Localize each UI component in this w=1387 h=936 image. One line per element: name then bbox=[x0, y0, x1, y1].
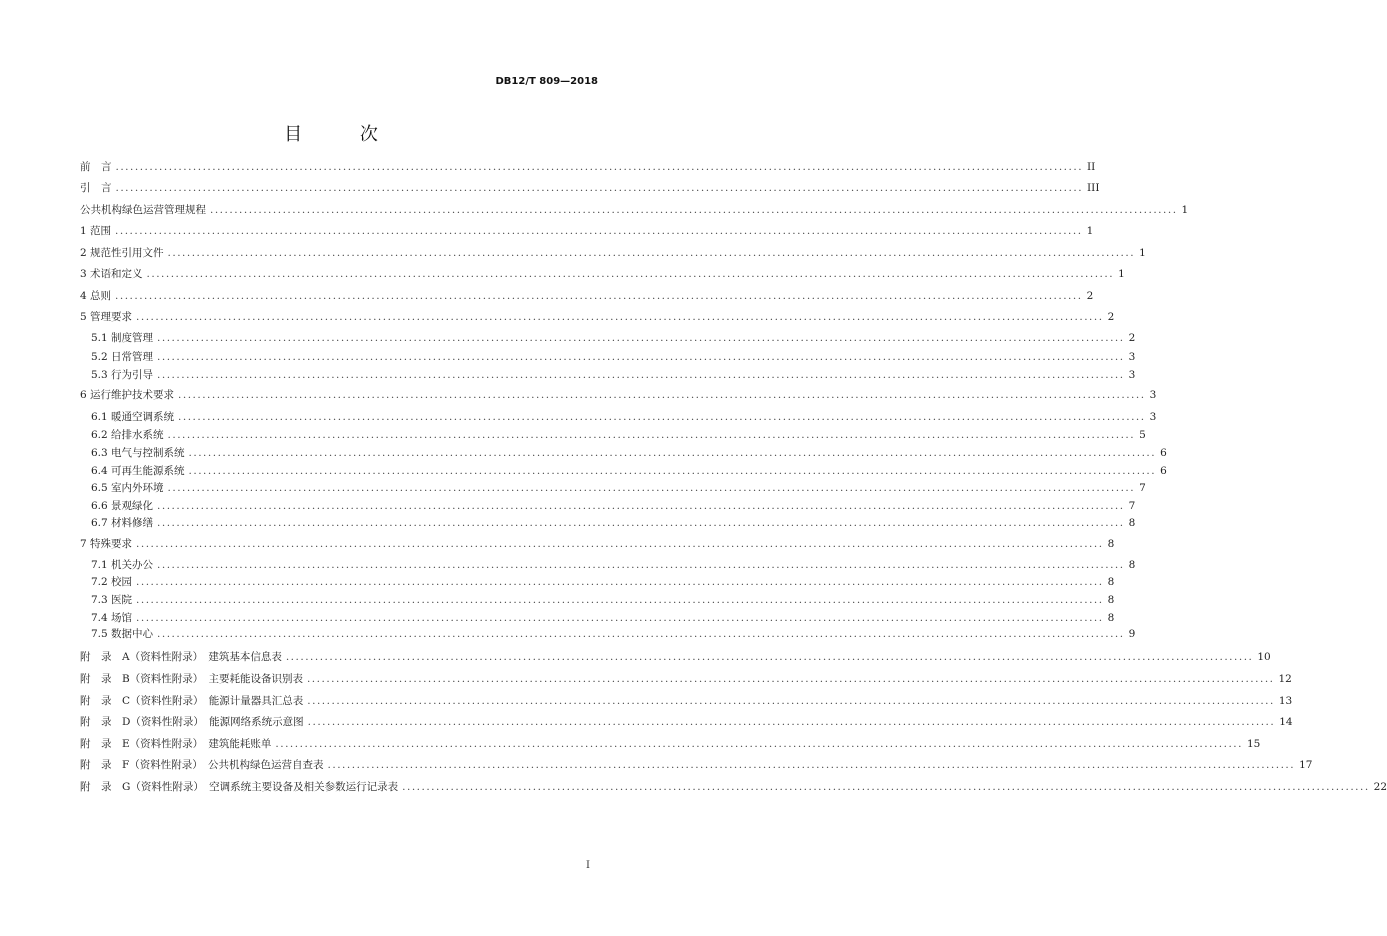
toc-title: 目 次 bbox=[284, 124, 404, 145]
toc-entry-label: 附 录 F（资料性附录） 公共机构绿色运营自查表 bbox=[80, 759, 324, 771]
toc-entry-label: 7.3 医院 bbox=[91, 594, 133, 606]
toc-leader-dots: ........................................................................................................................................................................................................ bbox=[157, 500, 1125, 512]
toc-entry-label: 2 规范性引用文件 bbox=[80, 247, 164, 259]
toc-leader-dots: ........................................................................................................................................................................................................ bbox=[167, 247, 1136, 259]
toc-entry[interactable] bbox=[80, 388, 1157, 403]
toc-entry-label: 前 言 bbox=[80, 161, 112, 173]
toc-leader-dots: ........................................................................................................................................................................................................ bbox=[136, 612, 1104, 624]
toc-entry-page: 1 bbox=[1181, 204, 1189, 216]
toc-entry-label: 7.2 校园 bbox=[91, 576, 133, 588]
toc-leader-dots: ........................................................................................................................................................................................................ bbox=[115, 225, 1083, 237]
toc-entry-page: 7 bbox=[1139, 482, 1146, 494]
toc-leader-dots: ........................................................................................................................................................................................................ bbox=[157, 351, 1125, 363]
toc-entry-page: 2 bbox=[1128, 332, 1136, 344]
toc-leader-dots: ........................................................................................................................................................................................................ bbox=[136, 594, 1104, 606]
toc-entry-page: 10 bbox=[1257, 651, 1271, 663]
toc-leader-dots: ........................................................................................................................................................................................................ bbox=[188, 447, 1157, 459]
toc-entry[interactable] bbox=[91, 516, 1136, 531]
toc-entry-label: 6.1 暖通空调系统 bbox=[91, 411, 175, 423]
toc-entry[interactable] bbox=[80, 246, 1146, 261]
toc-leader-dots: ........................................................................................................................................................................................................ bbox=[115, 182, 1084, 194]
toc-entry-page: 14 bbox=[1279, 716, 1293, 728]
toc-entry[interactable] bbox=[80, 160, 1096, 175]
toc-entry-page: 1 bbox=[1118, 268, 1125, 280]
toc-entry[interactable] bbox=[91, 593, 1115, 608]
toc-entry-label: 5 管理要求 bbox=[80, 311, 133, 323]
toc-entry[interactable] bbox=[80, 780, 1387, 795]
toc-leader-dots: ........................................................................................................................................................................................................ bbox=[210, 204, 1178, 216]
toc-entry[interactable] bbox=[80, 715, 1293, 730]
toc-leader-dots: ........................................................................................................................................................................................................ bbox=[157, 517, 1125, 529]
toc-entry-label: 附 录 A（资料性附录） 建筑基本信息表 bbox=[80, 651, 282, 663]
toc-entry[interactable] bbox=[80, 203, 1189, 218]
toc-entry[interactable] bbox=[80, 310, 1115, 325]
toc-entry-page: 1 bbox=[1139, 247, 1146, 259]
toc-entry[interactable] bbox=[91, 481, 1146, 496]
toc-entry-page: 8 bbox=[1107, 612, 1115, 624]
toc-leader-dots: ........................................................................................................................................................................................................ bbox=[188, 465, 1157, 477]
toc-entry-page: 2 bbox=[1086, 290, 1094, 302]
toc-entry-label: 3 术语和定义 bbox=[80, 268, 143, 280]
page-number: I bbox=[586, 860, 590, 871]
toc-entry-page: 12 bbox=[1278, 673, 1292, 685]
toc-entry[interactable] bbox=[80, 672, 1292, 687]
toc-leader-dots: ........................................................................................................................................................................................................ bbox=[115, 161, 1084, 173]
toc-entry[interactable] bbox=[80, 758, 1313, 773]
toc-entry-label: 附 录 C（资料性附录） 能源计量器具汇总表 bbox=[80, 695, 304, 707]
toc-entry-page: III bbox=[1087, 182, 1100, 194]
toc-entry-label: 6.7 材料修缮 bbox=[91, 517, 154, 529]
toc-entry[interactable] bbox=[80, 181, 1100, 196]
toc-leader-dots: ........................................................................................................................................................................................................ bbox=[178, 389, 1146, 401]
toc-entry-label: 1 范围 bbox=[80, 225, 112, 237]
toc-entry-page: 8 bbox=[1107, 576, 1115, 588]
toc-entry[interactable] bbox=[91, 499, 1136, 514]
toc-leader-dots: ........................................................................................................................................................................................................ bbox=[136, 538, 1104, 550]
toc-entry-label: 附 录 G（资料性附录） 空调系统主要设备及相关参数运行记录表 bbox=[80, 781, 399, 793]
toc-entry[interactable] bbox=[91, 575, 1115, 590]
toc-entry-page: 2 bbox=[1107, 311, 1115, 323]
toc-entry-label: 5.2 日常管理 bbox=[91, 351, 154, 363]
toc-entry-page: 5 bbox=[1139, 429, 1146, 441]
toc-leader-dots: ........................................................................................................................................................................................................ bbox=[402, 781, 1370, 793]
toc-entry[interactable] bbox=[91, 446, 1167, 461]
toc-entry-label: 6.5 室内外环境 bbox=[91, 482, 164, 494]
toc-entry-page: 1 bbox=[1086, 225, 1094, 237]
toc-leader-dots: ........................................................................................................................................................................................................ bbox=[136, 311, 1104, 323]
toc-leader-dots: ........................................................................................................................................................................................................ bbox=[178, 411, 1146, 423]
toc-entry-page: 3 bbox=[1128, 351, 1136, 363]
document-code: DB12/T 809—2018 bbox=[495, 76, 598, 87]
toc-entry[interactable] bbox=[80, 289, 1094, 304]
toc-entry-page: 8 bbox=[1107, 538, 1115, 550]
toc-entry-page: II bbox=[1087, 161, 1096, 173]
toc-leader-dots: ........................................................................................................................................................................................................ bbox=[157, 332, 1125, 344]
toc-entry-page: 8 bbox=[1128, 517, 1136, 529]
toc-leader-dots: ........................................................................................................................................................................................................ bbox=[167, 482, 1136, 494]
toc-entry-label: 6 运行维护技术要求 bbox=[80, 389, 175, 401]
toc-entry-page: 13 bbox=[1278, 695, 1293, 707]
toc-leader-dots: ........................................................................................................................................................................................................ bbox=[306, 673, 1275, 685]
toc-entry-page: 3 bbox=[1128, 369, 1136, 381]
toc-leader-dots: ........................................................................................................................................................................................................ bbox=[167, 429, 1136, 441]
toc-entry[interactable] bbox=[91, 410, 1157, 425]
toc-entry[interactable] bbox=[80, 537, 1115, 552]
toc-entry-page: 8 bbox=[1128, 559, 1136, 571]
toc-entry[interactable] bbox=[91, 368, 1136, 383]
toc-leader-dots: ........................................................................................................................................................................................................ bbox=[115, 290, 1083, 302]
toc-entry[interactable] bbox=[91, 558, 1136, 573]
toc-leader-dots: ........................................................................................................................................................................................................ bbox=[307, 716, 1276, 728]
toc-leader-dots: ........................................................................................................................................................................................................ bbox=[285, 651, 1254, 663]
toc-leader-dots: ........................................................................................................................................................................................................ bbox=[307, 695, 1275, 707]
toc-entry-label: 6.4 可再生能源系统 bbox=[91, 465, 185, 477]
toc-leader-dots: ........................................................................................................................................................................................................ bbox=[146, 268, 1115, 280]
toc-entry-label: 公共机构绿色运营管理规程 bbox=[80, 204, 206, 216]
toc-entry-label: 5.1 制度管理 bbox=[91, 332, 154, 344]
toc-leader-dots: ........................................................................................................................................................................................................ bbox=[157, 369, 1125, 381]
toc-entry-page: 3 bbox=[1149, 411, 1157, 423]
toc-entry[interactable] bbox=[91, 464, 1167, 479]
toc-leader-dots: ........................................................................................................................................................................................................ bbox=[327, 759, 1296, 771]
toc-leader-dots: ........................................................................................................................................................................................................ bbox=[157, 628, 1125, 640]
toc-leader-dots: ........................................................................................................................................................................................................ bbox=[136, 576, 1104, 588]
toc-entry-page: 7 bbox=[1128, 500, 1136, 512]
toc-entry-label: 6.6 景观绿化 bbox=[91, 500, 154, 512]
toc-entry-page: 15 bbox=[1246, 738, 1261, 750]
toc-entry-page: 6 bbox=[1160, 465, 1167, 477]
toc-entry-label: 附 录 D（资料性附录） 能源网络系统示意图 bbox=[80, 716, 304, 728]
toc-entry[interactable] bbox=[91, 611, 1115, 626]
toc-entry-label: 7.4 场馆 bbox=[91, 612, 133, 624]
toc-leader-dots: ........................................................................................................................................................................................................ bbox=[157, 559, 1125, 571]
toc-entry-label: 5.3 行为引导 bbox=[91, 369, 154, 381]
toc-entry[interactable] bbox=[91, 331, 1136, 346]
toc-entry-label: 7 特殊要求 bbox=[80, 538, 133, 550]
toc-entry[interactable] bbox=[91, 627, 1136, 642]
toc-entry-label: 附 录 E（资料性附录） 建筑能耗账单 bbox=[80, 738, 272, 750]
toc-entry-page: 9 bbox=[1128, 628, 1136, 640]
toc-entry-label: 6.2 给排水系统 bbox=[91, 429, 164, 441]
toc-entry-label: 6.3 电气与控制系统 bbox=[91, 447, 185, 459]
toc-entry-label: 4 总则 bbox=[80, 290, 112, 302]
toc-entry-label: 附 录 B（资料性附录） 主要耗能设备识别表 bbox=[80, 673, 303, 685]
toc-entry[interactable] bbox=[80, 224, 1094, 239]
toc-entry-page: 6 bbox=[1160, 447, 1167, 459]
toc-entry-page: 17 bbox=[1299, 759, 1313, 771]
toc-entry[interactable] bbox=[91, 428, 1146, 443]
toc-entry[interactable] bbox=[80, 694, 1293, 709]
toc-entry-page: 22 bbox=[1373, 781, 1387, 793]
toc-leader-dots: ........................................................................................................................................................................................................ bbox=[275, 738, 1243, 750]
toc-entry[interactable] bbox=[91, 350, 1136, 365]
toc-entry-label: 引 言 bbox=[80, 182, 112, 194]
toc-entry-label: 7.1 机关办公 bbox=[91, 559, 154, 571]
toc-entry-page: 3 bbox=[1149, 389, 1157, 401]
toc-entry-label: 7.5 数据中心 bbox=[91, 628, 154, 640]
toc-entry[interactable] bbox=[80, 267, 1125, 282]
toc-entry-page: 8 bbox=[1107, 594, 1115, 606]
toc-entry[interactable] bbox=[80, 737, 1261, 752]
toc-entry[interactable] bbox=[80, 650, 1271, 665]
